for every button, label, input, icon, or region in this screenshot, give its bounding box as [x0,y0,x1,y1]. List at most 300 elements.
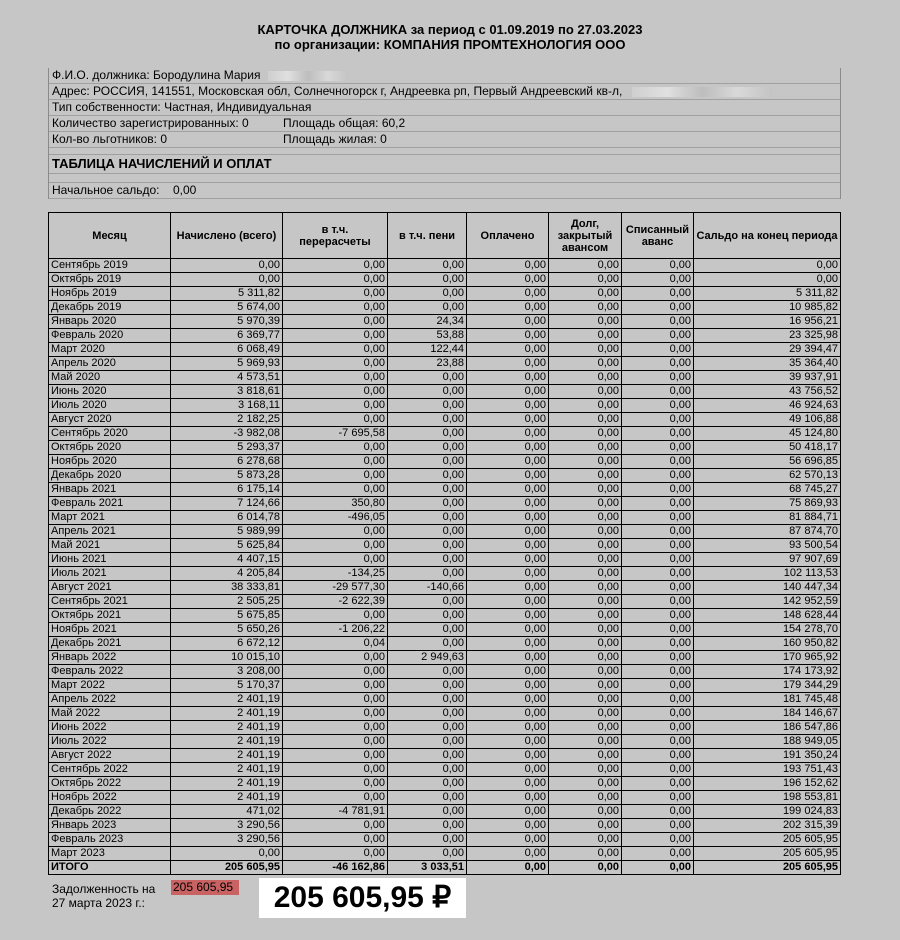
value-cell: 0,00 [549,329,622,343]
value-cell: 0,00 [622,567,694,581]
month-cell: Декабрь 2020 [49,469,171,483]
value-cell: 0,00 [388,609,467,623]
value-cell: 2 401,19 [171,763,283,777]
value-cell: 16 956,21 [694,315,841,329]
value-cell: 0,00 [622,777,694,791]
value-cell: 0,00 [549,581,622,595]
value-cell: 0,00 [467,371,549,385]
value-cell: 0,00 [622,693,694,707]
value-cell: 0,00 [467,805,549,819]
table-row [49,511,841,525]
value-cell: 0,00 [549,595,622,609]
value-cell: 0,00 [283,371,388,385]
value-cell: 0,00 [467,819,549,833]
value-cell: 0,00 [388,539,467,553]
value-cell: -29 577,30 [283,581,388,595]
month-cell: Апрель 2020 [49,357,171,371]
value-cell: 0,00 [467,413,549,427]
value-cell: 0,00 [467,525,549,539]
value-cell: 350,80 [283,497,388,511]
value-cell: 198 553,81 [694,791,841,805]
value-cell: 6 672,12 [171,637,283,651]
value-cell: 0,00 [622,609,694,623]
column-header: Месяц [49,213,171,259]
debt-label-line1: Задолженность на [52,882,156,896]
table-row [49,469,841,483]
value-cell: 0,00 [467,777,549,791]
month-cell: Май 2020 [49,371,171,385]
value-cell: 0,00 [622,581,694,595]
month-cell: Ноябрь 2022 [49,791,171,805]
value-cell: 0,00 [283,357,388,371]
value-cell: 81 884,71 [694,511,841,525]
table-row [49,287,841,301]
value-cell: 7 124,66 [171,497,283,511]
month-cell: Октябрь 2019 [49,273,171,287]
value-cell: 0,00 [549,343,622,357]
value-cell: 0,00 [467,483,549,497]
table-row [49,441,841,455]
table-row [49,847,841,861]
month-cell: Октябрь 2021 [49,609,171,623]
value-cell: 0,00 [622,427,694,441]
value-cell: 0,00 [549,693,622,707]
month-cell: Декабрь 2022 [49,805,171,819]
value-cell: 5 650,26 [171,623,283,637]
value-cell: 0,00 [549,707,622,721]
info-row-fio [49,68,840,84]
value-cell: 0,00 [622,385,694,399]
info-row-address [49,84,840,100]
table-row [49,525,841,539]
value-cell: 0,00 [622,357,694,371]
table-row [49,357,841,371]
value-cell: 0,00 [467,609,549,623]
value-cell: 0,00 [622,819,694,833]
value-cell: 0,00 [622,665,694,679]
value-cell: 0,00 [283,777,388,791]
value-cell: 0,00 [283,693,388,707]
value-cell: 471,02 [171,805,283,819]
value-cell: 0,00 [388,497,467,511]
value-cell: 0,00 [171,273,283,287]
value-cell: 2 949,63 [388,651,467,665]
value-cell: 0,00 [622,455,694,469]
value-cell: 0,00 [283,763,388,777]
value-cell: 0,00 [549,385,622,399]
column-header: в т.ч. перерасчеты [283,213,388,259]
value-cell: 0,00 [549,399,622,413]
value-cell: 0,00 [549,455,622,469]
value-cell: 0,00 [622,623,694,637]
month-cell: Май 2021 [49,539,171,553]
value-cell: 0,00 [283,819,388,833]
table-row [49,791,841,805]
value-cell: 0,00 [549,539,622,553]
value-cell: -1 206,22 [283,623,388,637]
value-cell: 0,00 [549,371,622,385]
value-cell: 5 311,82 [171,287,283,301]
area-total: Площадь общая: 60,2 [283,116,406,130]
value-cell: 0,00 [388,427,467,441]
value-cell: 0,00 [283,343,388,357]
value-cell: 0,00 [467,847,549,861]
value-cell: 0,00 [171,847,283,861]
value-cell: 0,00 [388,805,467,819]
value-cell: 10 015,10 [171,651,283,665]
value-cell: 3 290,56 [171,819,283,833]
month-cell: Июнь 2020 [49,385,171,399]
value-cell: 4 573,51 [171,371,283,385]
value-cell: 6 278,68 [171,455,283,469]
value-cell: 0,00 [388,595,467,609]
value-cell: 5 293,37 [171,441,283,455]
value-cell: 154 278,70 [694,623,841,637]
value-cell: 0,00 [549,511,622,525]
month-cell: Июнь 2022 [49,721,171,735]
total-value: 3 033,51 [388,861,467,875]
value-cell: 0,00 [467,329,549,343]
card-title: КАРТОЧКА ДОЛЖНИКА за период с 01.09.2019 по 27.03.2023 [257,22,643,37]
value-cell: 3 818,61 [171,385,283,399]
value-cell: 10 985,82 [694,301,841,315]
value-cell: 0,00 [622,679,694,693]
value-cell: 0,00 [467,455,549,469]
month-cell: Сентябрь 2021 [49,595,171,609]
value-cell: 0,00 [283,483,388,497]
table-row [49,427,841,441]
table-row [49,371,841,385]
value-cell: 148 628,44 [694,609,841,623]
value-cell: 0,00 [467,385,549,399]
value-cell: 0,00 [549,259,622,273]
value-cell: 0,00 [388,721,467,735]
value-cell: 0,00 [622,525,694,539]
value-cell: 68 745,27 [694,483,841,497]
value-cell: 0,00 [388,511,467,525]
value-cell: 50 418,17 [694,441,841,455]
info-row-registered [49,116,840,132]
value-cell: 0,00 [283,413,388,427]
value-cell: 0,00 [467,497,549,511]
section-title: ТАБЛИЦА НАЧИСЛЕНИЙ И ОПЛАТ [49,155,840,174]
value-cell: 5 674,00 [171,301,283,315]
table-row [49,735,841,749]
table-body [49,259,841,875]
value-cell: 0,00 [467,399,549,413]
value-cell: 0,00 [388,525,467,539]
info-row-ownership [49,100,840,116]
table-row [49,273,841,287]
value-cell: 0,00 [622,469,694,483]
table-row [49,329,841,343]
benefits-count: Кол-во льготников: 0 [52,132,168,146]
value-cell: 0,00 [549,665,622,679]
table-row [49,455,841,469]
value-cell: 0,00 [467,651,549,665]
value-cell: 0,00 [467,259,549,273]
table-row [49,497,841,511]
value-cell: 184 146,67 [694,707,841,721]
month-cell: Март 2021 [49,511,171,525]
value-cell: 0,00 [467,553,549,567]
value-cell: 0,00 [694,259,841,273]
month-cell: Декабрь 2019 [49,301,171,315]
value-cell: 0,00 [549,847,622,861]
value-cell: 0,00 [388,553,467,567]
value-cell: 0,00 [622,651,694,665]
value-cell: 5 170,37 [171,679,283,693]
value-cell: 87 874,70 [694,525,841,539]
total-value: 0,00 [549,861,622,875]
value-cell: 0,00 [388,707,467,721]
value-cell: 0,00 [622,329,694,343]
value-cell: 2 401,19 [171,777,283,791]
value-cell: 0,00 [467,693,549,707]
month-cell: Сентябрь 2020 [49,427,171,441]
column-header: в т.ч. пени [388,213,467,259]
column-header: Сальдо на конец периода [694,213,841,259]
value-cell: 2 401,19 [171,693,283,707]
value-cell: 0,00 [622,847,694,861]
value-cell: 0,00 [549,623,622,637]
value-cell: 0,00 [283,735,388,749]
value-cell: 0,00 [388,735,467,749]
month-cell: Февраль 2023 [49,833,171,847]
value-cell: 0,00 [549,749,622,763]
value-cell: 23 325,98 [694,329,841,343]
debt-label-line2: 27 марта 2023 г.: [52,896,145,910]
value-cell: 0,00 [622,511,694,525]
value-cell: 2 401,19 [171,735,283,749]
debtor-name: Ф.И.О. должника: Бородулина Мария [52,68,261,82]
value-cell: 0,00 [549,651,622,665]
value-cell: 0,00 [467,679,549,693]
table-row [49,413,841,427]
value-cell: 0,00 [467,511,549,525]
value-cell: 0,00 [467,721,549,735]
value-cell: 0,00 [283,749,388,763]
value-cell: 3 168,11 [171,399,283,413]
debt-total-highlight: 205 605,95 ₽ [259,878,466,918]
value-cell: 0,00 [549,833,622,847]
value-cell: 0,00 [622,833,694,847]
value-cell: 0,00 [549,357,622,371]
value-cell: 5 989,99 [171,525,283,539]
value-cell: 0,00 [622,301,694,315]
value-cell: 0,00 [467,623,549,637]
value-cell: 75 869,93 [694,497,841,511]
value-cell: 0,00 [622,273,694,287]
table-row [49,665,841,679]
table-row [49,749,841,763]
value-cell: 0,00 [549,777,622,791]
value-cell: 0,00 [388,665,467,679]
value-cell: 205 605,95 [694,833,841,847]
table-row [49,567,841,581]
value-cell: 181 745,48 [694,693,841,707]
month-cell: Январь 2020 [49,315,171,329]
value-cell: 0,00 [283,455,388,469]
value-cell: 0,00 [549,287,622,301]
value-cell: 46 924,63 [694,399,841,413]
table-row [49,819,841,833]
value-cell: 193 751,43 [694,763,841,777]
value-cell: 0,00 [283,287,388,301]
value-cell: 0,00 [467,749,549,763]
value-cell: 0,00 [283,847,388,861]
value-cell: 29 394,47 [694,343,841,357]
value-cell: 0,04 [283,637,388,651]
value-cell: 0,00 [549,427,622,441]
value-cell: 196 152,62 [694,777,841,791]
table-row [49,609,841,623]
value-cell: 0,00 [549,273,622,287]
value-cell: 0,00 [388,623,467,637]
table-row [49,777,841,791]
value-cell: 0,00 [622,315,694,329]
value-cell: 0,00 [283,721,388,735]
table-row [49,315,841,329]
value-cell: 0,00 [467,791,549,805]
value-cell: 0,00 [283,665,388,679]
value-cell: 0,00 [622,637,694,651]
month-cell: Декабрь 2021 [49,637,171,651]
debt-label [52,882,155,910]
value-cell: 0,00 [467,343,549,357]
value-cell: 122,44 [388,343,467,357]
value-cell: 0,00 [549,413,622,427]
value-cell: 142 952,59 [694,595,841,609]
value-cell: 0,00 [467,637,549,651]
value-cell: 0,00 [467,287,549,301]
value-cell: 0,00 [467,581,549,595]
value-cell: 0,00 [388,385,467,399]
month-cell: Август 2021 [49,581,171,595]
value-cell: 24,34 [388,315,467,329]
value-cell: 2 401,19 [171,791,283,805]
value-cell: 0,00 [283,609,388,623]
month-cell: Март 2020 [49,343,171,357]
value-cell: 53,88 [388,329,467,343]
info-row-opening-balance [49,183,840,199]
value-cell: 0,00 [467,315,549,329]
debtor-address: Адрес: РОССИЯ, 141551, Московская обл, Солнечногорск г, Андреевка рп, Первый Андреевский кв-л, [52,84,623,98]
total-row [49,861,841,875]
value-cell: 2 401,19 [171,707,283,721]
organization-title: по организации: КОМПАНИЯ ПРОМТЕХНОЛОГИЯ ООО [274,37,626,52]
value-cell: 45 124,80 [694,427,841,441]
value-cell: 140 447,34 [694,581,841,595]
value-cell: 56 696,85 [694,455,841,469]
column-header: Оплачено [467,213,549,259]
value-cell: 0,00 [549,315,622,329]
table-row [49,721,841,735]
total-value: 0,00 [467,861,549,875]
value-cell: 0,00 [388,455,467,469]
value-cell: 0,00 [549,483,622,497]
table-row [49,553,841,567]
value-cell: 0,00 [388,847,467,861]
value-cell: 0,00 [283,791,388,805]
month-cell: Август 2022 [49,749,171,763]
value-cell: 93 500,54 [694,539,841,553]
value-cell: 0,00 [549,553,622,567]
value-cell: 0,00 [549,301,622,315]
ownership-type: Тип собственности: Частная, Индивидуальная [52,100,312,114]
spacer-row [49,174,840,183]
value-cell: 2 505,25 [171,595,283,609]
value-cell: 0,00 [622,497,694,511]
value-cell: 0,00 [388,273,467,287]
value-cell: 0,00 [549,441,622,455]
value-cell: 35 364,40 [694,357,841,371]
value-cell: 0,00 [467,539,549,553]
value-cell: 0,00 [622,791,694,805]
value-cell: 0,00 [283,833,388,847]
value-cell: 0,00 [549,497,622,511]
value-cell: 4 407,15 [171,553,283,567]
opening-balance-value: 0,00 [173,183,197,197]
value-cell: 2 401,19 [171,749,283,763]
value-cell: 6 068,49 [171,343,283,357]
value-cell: 0,00 [549,679,622,693]
value-cell: 5 873,28 [171,469,283,483]
opening-balance-label: Начальное сальдо: [52,183,160,197]
table-header-row [49,213,841,259]
spacer-row [49,148,840,155]
value-cell: 0,00 [388,763,467,777]
value-cell: 0,00 [283,525,388,539]
value-cell: 0,00 [467,441,549,455]
value-cell: 0,00 [467,833,549,847]
value-cell: 0,00 [467,763,549,777]
table-row [49,301,841,315]
value-cell: 43 756,52 [694,385,841,399]
table-row [49,483,841,497]
value-cell: 0,00 [388,833,467,847]
table-row [49,385,841,399]
value-cell: 0,00 [388,637,467,651]
value-cell: 6 369,77 [171,329,283,343]
value-cell: 170 965,92 [694,651,841,665]
month-cell: Январь 2023 [49,819,171,833]
value-cell: 205 605,95 [694,847,841,861]
value-cell: 0,00 [622,441,694,455]
table-row [49,693,841,707]
month-cell: Июль 2020 [49,399,171,413]
value-cell: 0,00 [467,427,549,441]
debtor-info-block [48,68,841,199]
value-cell: 0,00 [388,441,467,455]
total-value: -46 162,86 [283,861,388,875]
value-cell: 0,00 [622,343,694,357]
value-cell: 0,00 [388,371,467,385]
value-cell: 0,00 [549,721,622,735]
value-cell: 0,00 [283,441,388,455]
value-cell: 5 969,93 [171,357,283,371]
value-cell: 62 570,13 [694,469,841,483]
value-cell: 0,00 [549,819,622,833]
value-cell: 0,00 [388,679,467,693]
area-living: Площадь жилая: 0 [283,132,387,146]
value-cell: 0,00 [622,749,694,763]
value-cell: -4 781,91 [283,805,388,819]
column-header: Начислено (всего) [171,213,283,259]
value-cell: 0,00 [467,567,549,581]
value-cell: 0,00 [549,805,622,819]
value-cell: 0,00 [622,539,694,553]
